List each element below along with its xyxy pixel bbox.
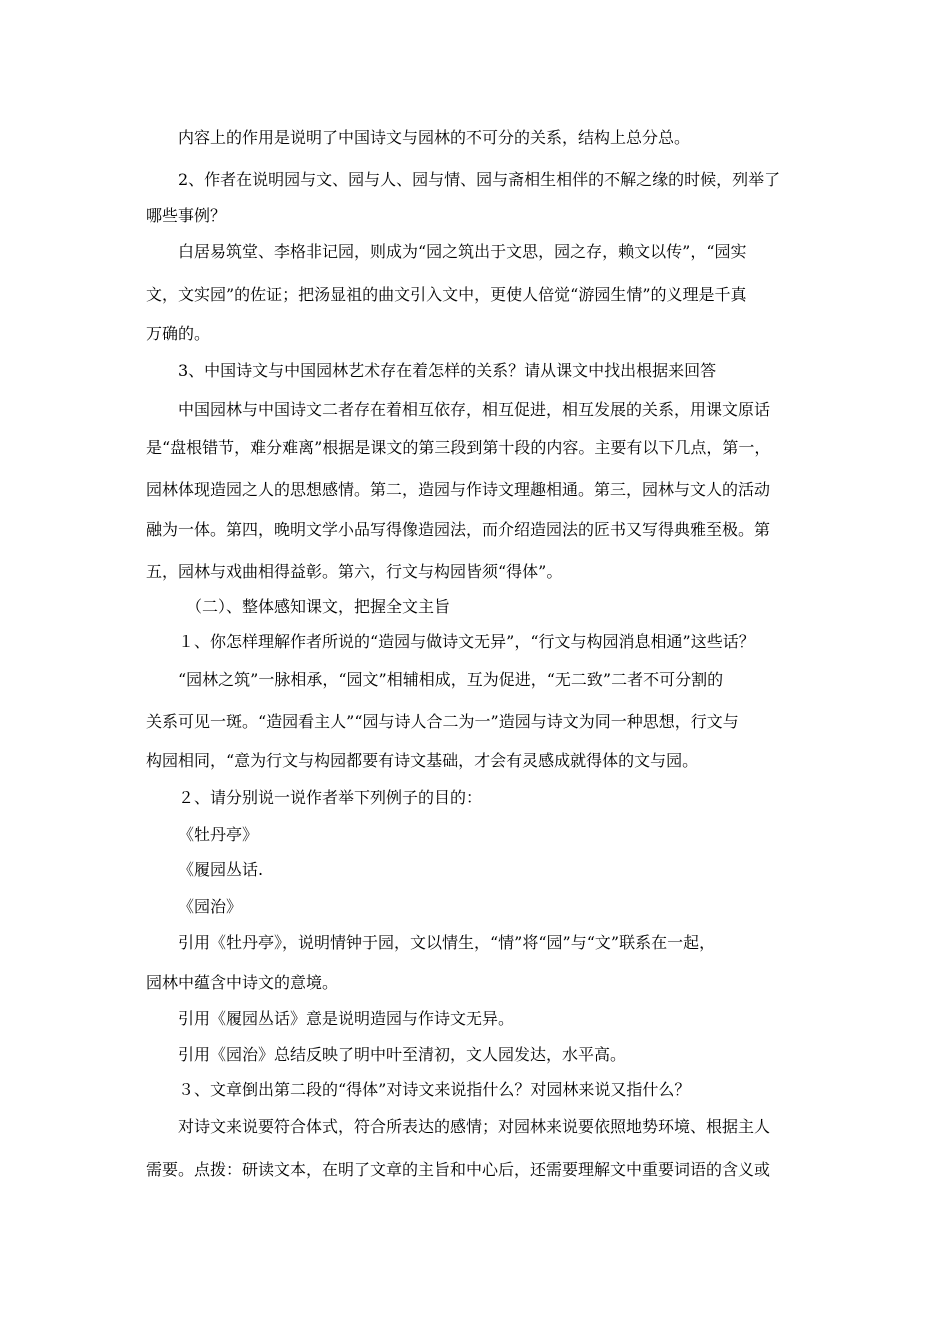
- text-line: 内容上的作用是说明了中国诗文与园林的不可分的关系，结构上总分总。: [178, 128, 691, 147]
- answer-1-line: “园林之筑”一脉相承，“园文”相辅相成，互为促进，“无二致”二者不可分割的: [178, 670, 724, 689]
- question-2b: ２、请分别说一说作者举下列例子的目的：: [178, 788, 483, 807]
- answer-2-line: 万确的。: [146, 324, 211, 343]
- answer-3b-line: 需要。点拨：研读文本，在明了文章的主旨和中心后，还需要理解文中重要词语的含义或: [146, 1160, 771, 1179]
- answer-3-line: 中国园林与中国诗文二者存在着相互依存，相互促进，相互发展的关系，用课文原话: [178, 400, 771, 419]
- answer-2-line: 白居易筑堂、李格非记园，则成为“园之筑出于文思，园之存，赖文以传”，“园实: [178, 242, 747, 261]
- answer-3-line: 是“盘根错节，难分难离”根据是课文的第三段到第十段的内容。主要有以下几点，第一，: [146, 438, 771, 457]
- question-3b: ３、文章倒出第二段的“得体”对诗文来说指什么？对园林来说又指什么？: [178, 1080, 691, 1099]
- answer-2b-line: 引用《履园丛话》意是说明造园与作诗文无异。: [178, 1009, 515, 1028]
- answer-3-line: 融为一体。第四，晚明文学小品写得像造园法，而介绍造园法的匠书又写得典雅至极。第: [146, 520, 771, 539]
- answer-2b-line: 引用《牡丹亭》，说明情钟于园，文以情生，“情”将“园”与“文”联系在一起，: [178, 933, 716, 952]
- section-heading: （二）、整体感知课文，把握全文主旨: [186, 597, 451, 616]
- answer-3b-line: 对诗文来说要符合体式，符合所表达的感情；对园林来说要依照地势环境、根据主人: [178, 1117, 771, 1136]
- example-title: 《履园丛话.: [178, 860, 264, 879]
- answer-2b-line: 园林中蕴含中诗文的意境。: [146, 973, 339, 992]
- question-3: 3、中国诗文与中国园林艺术存在着怎样的关系？请从课文中找出根据来回答: [178, 361, 717, 380]
- question-2: 2、作者在说明园与文、园与人、园与情、园与斋相生相伴的不解之缘的时候，列举了: [178, 170, 781, 189]
- example-title: 《牡丹亭》: [178, 825, 259, 844]
- text-line: 哪些事例？: [146, 206, 227, 225]
- answer-3-line: 园林体现造园之人的思想感情。第二，造园与作诗文理趣相通。第三，园林与文人的活动: [146, 480, 771, 499]
- answer-3-line: 五，园林与戏曲相得益彰。第六，行文与构园皆须“得体”。: [146, 562, 563, 581]
- answer-2b-line: 引用《园治》总结反映了明中叶至清初，文人园发达，水平高。: [178, 1045, 627, 1064]
- question-1: １、你怎样理解作者所说的“造园与做诗文无异”，“行文与构园消息相通”这些话？: [178, 632, 755, 651]
- answer-1-line: 构园相同，“意为行文与构园都要有诗文基础，才会有灵感成就得体的文与园。: [146, 751, 699, 770]
- example-title: 《园治》: [178, 897, 243, 916]
- answer-2-line: 文，文实园”的佐证；把汤显祖的曲文引入文中，更使人倍觉“游园生情”的义理是千真: [146, 285, 747, 304]
- answer-1-line: 关系可见一斑。“造园看主人”“园与诗人合二为一”造园与诗文为同一种思想，行文与: [146, 712, 739, 731]
